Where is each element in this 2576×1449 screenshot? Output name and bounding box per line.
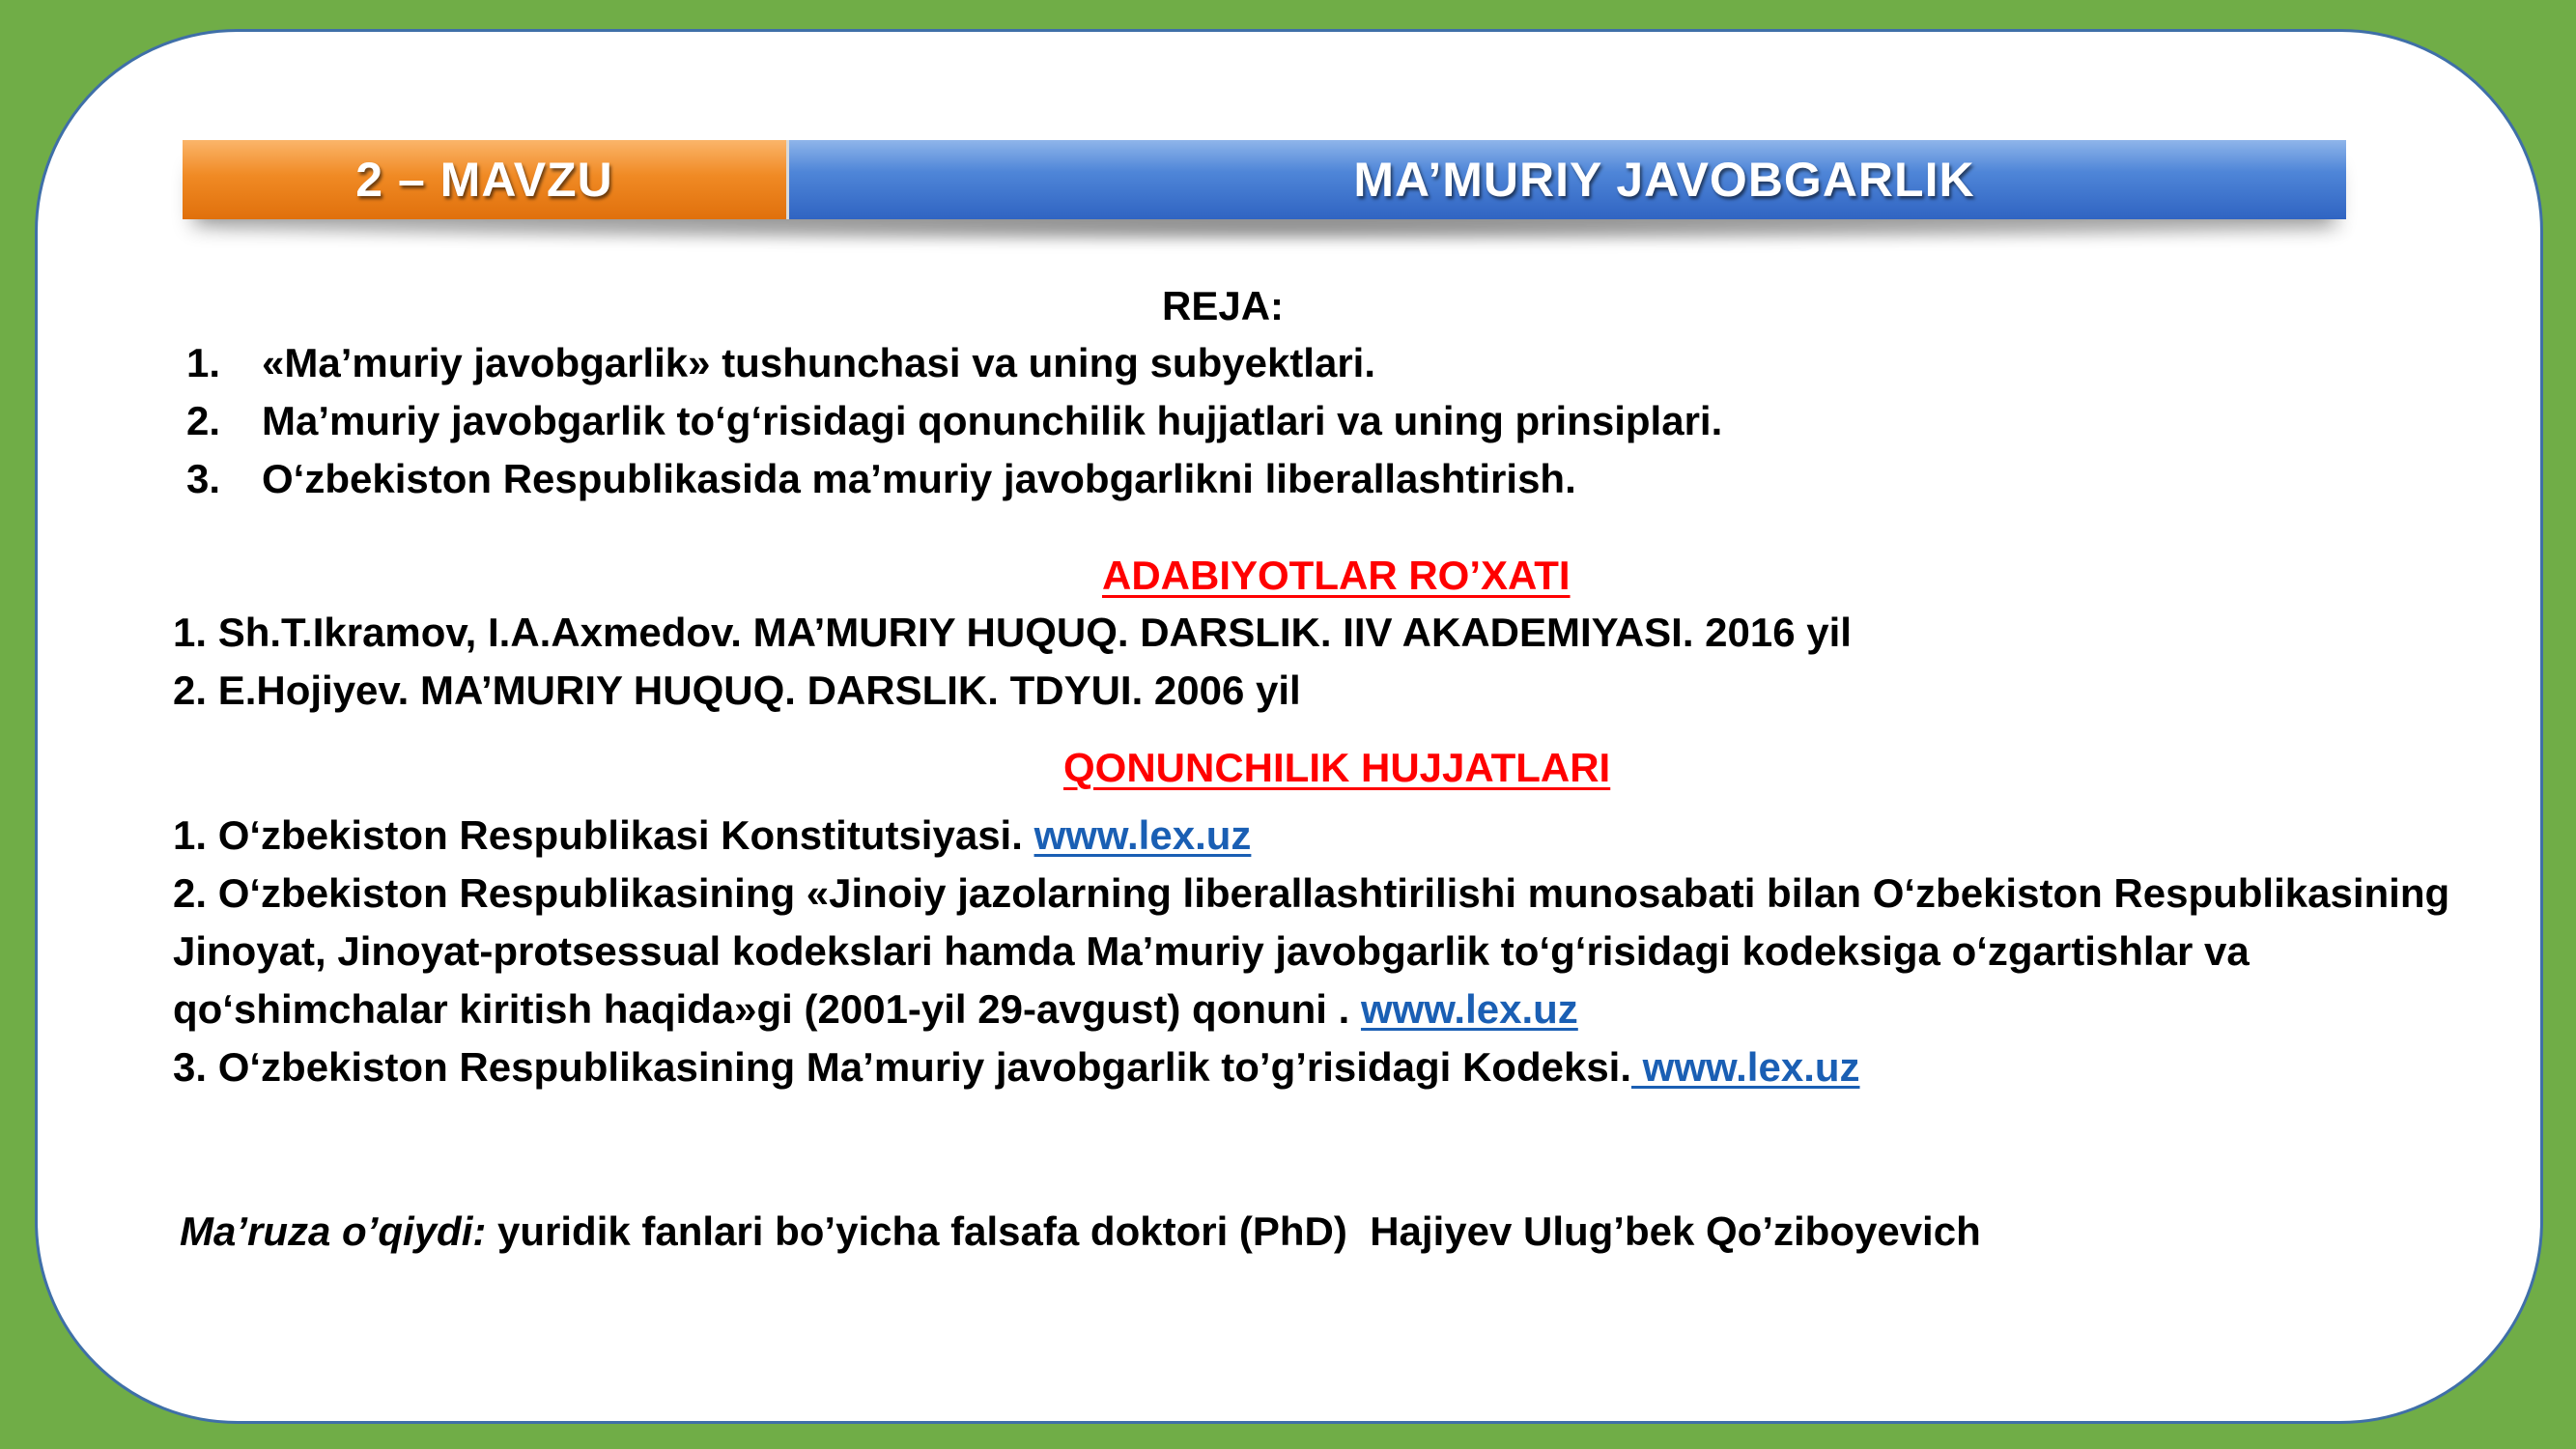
plan-item-number: 2. (186, 398, 221, 443)
literature-item: 1. Sh.T.Ikramov, I.A.Axmedov. MA’MURIY HUQUQ. DARSLIK. IIV AKADEMIYASI. 2016 yil (173, 610, 1852, 655)
lecturer-line (180, 1208, 1981, 1256)
plan-item-text: «Ma’muriy javobgarlik» tushunchasi va uning subyektlari. (262, 340, 1376, 385)
legislation-item-text: 1. O‘zbekiston Respublikasi Konstitutsiyasi. (173, 812, 1034, 858)
topic-name: MA’MURIY JAVOBGARLIK (1353, 153, 1975, 207)
plan-item-text: Ma’muriy javobgarlik to‘g‘risidagi qonunchilik hujjatlari va uning prinsiplari. (262, 398, 1723, 443)
plan-item (186, 397, 1722, 445)
legislation-item-line: Jinoyat, Jinoyat-protsessual kodekslari hamda Ma’muriy javobgarlik to‘g‘risidagi kodeksiga o‘zgartishlar va (173, 928, 2250, 974)
legislation-item-line: 2. O‘zbekiston Respublikasining «Jinoiy jazolarning liberallashtirilishi munosabati bilan O‘zbekiston Respublikasining (173, 870, 2450, 916)
lecturer-name: yuridik fanlari bo’yicha falsafa doktori (PhD) Hajiyev Ulug’bek Qo’ziboyevich (486, 1208, 1981, 1254)
literature-item: 2. E.Hojiyev. MA’MURIY HUQUQ. DARSLIK. TDYUI. 2006 yil (173, 668, 1301, 713)
plan-item-number: 1. (186, 340, 221, 385)
plan-item (186, 339, 1375, 387)
legislation-item-text: qo‘shimchalar kiritish haqida»gi (2001-yil 29-avgust) qonuni . (173, 986, 1361, 1032)
plan-heading: REJA: (1161, 283, 1285, 328)
plan-item-text: O‘zbekiston Respublikasida ma’muriy javobgarlikni liberallashtirish. (262, 456, 1576, 501)
plan-item (186, 455, 1576, 503)
lex-uz-link[interactable]: www.lex.uz (1631, 1044, 1860, 1090)
legislation-item (173, 1043, 1860, 1092)
plan-item-number: 3. (186, 456, 221, 501)
lex-uz-link[interactable]: www.lex.uz (1360, 986, 1578, 1032)
legislation-heading: QONUNCHILIK HUJJATLARI (1063, 745, 1611, 790)
lecturer-label: Ma’ruza o’qiydi: (180, 1208, 487, 1254)
topic-number: 2 – MAVZU (355, 153, 613, 207)
legislation-item-line (173, 985, 1578, 1034)
legislation-item-text: 3. O‘zbekiston Respublikasining Ma’muriy javobgarlik to’g’risidagi Kodeksi. (173, 1044, 1632, 1090)
lex-uz-link[interactable]: www.lex.uz (1033, 812, 1252, 858)
literature-heading: ADABIYOTLAR RO’XATI (1102, 553, 1571, 598)
legislation-item (173, 811, 1251, 860)
